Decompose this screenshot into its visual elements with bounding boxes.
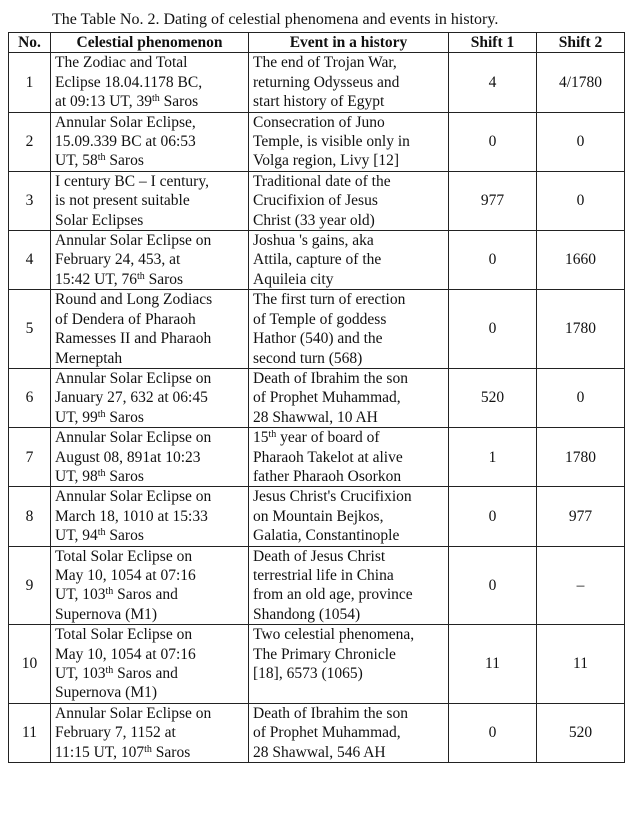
cell-line: Aquileia city	[253, 270, 334, 288]
cell-line: The end of Trojan War,	[253, 54, 397, 72]
cell-no: 3	[9, 171, 51, 230]
cell-no: 10	[9, 625, 51, 704]
cell-line: Annular Solar Eclipse on	[55, 369, 212, 387]
cell-shift2: 4/1780	[537, 53, 625, 112]
cell-shift2: 1780	[537, 290, 625, 369]
cell-line: Annular Solar Eclipse on	[55, 429, 212, 447]
cell-line: March 18, 1010 at 15:33	[55, 507, 208, 525]
cell-line: 15th year of board of	[253, 429, 380, 447]
cell-shift1: 0	[449, 290, 537, 369]
cell-no: 1	[9, 53, 51, 112]
table-row	[9, 546, 625, 625]
cell-shift1: 11	[449, 625, 537, 704]
cell-event	[249, 703, 449, 762]
dating-table	[8, 32, 625, 763]
header-row	[9, 33, 625, 53]
table-row	[9, 53, 625, 112]
cell-phenomenon	[51, 368, 249, 427]
cell-line: returning Odysseus and	[253, 73, 400, 91]
cell-line: terrestrial life in China	[253, 566, 394, 584]
cell-no: 9	[9, 546, 51, 625]
table-body	[9, 53, 625, 763]
cell-event	[249, 171, 449, 230]
cell-event	[249, 625, 449, 704]
cell-no: 2	[9, 112, 51, 171]
cell-shift1: 0	[449, 112, 537, 171]
cell-line: of Temple of goddess	[253, 310, 387, 328]
cell-event	[249, 546, 449, 625]
superscript: th	[97, 152, 106, 164]
cell-line: Jesus Christ's Crucifixion	[253, 488, 412, 506]
cell-shift1: 1	[449, 428, 537, 487]
cell-shift2: 977	[537, 487, 625, 546]
cell-shift2: 0	[537, 368, 625, 427]
cell-phenomenon	[51, 290, 249, 369]
cell-line: of Prophet Muhammad,	[253, 724, 401, 742]
cell-event	[249, 428, 449, 487]
cell-phenomenon	[51, 231, 249, 290]
cell-shift1: 0	[449, 703, 537, 762]
cell-no: 6	[9, 368, 51, 427]
cell-line: Death of Jesus Christ	[253, 547, 386, 565]
cell-line: Two celestial phenomena,	[253, 626, 415, 644]
cell-no: 8	[9, 487, 51, 546]
table-row	[9, 368, 625, 427]
cell-line: 28 Shawwal, 10 AH	[253, 408, 378, 426]
cell-line: of Dendera of Pharaoh	[55, 310, 196, 328]
cell-line: UT, 98th Saros	[55, 467, 144, 485]
cell-phenomenon	[51, 53, 249, 112]
cell-line: Supernova (M1)	[55, 605, 158, 623]
header-shift2: Shift 2	[537, 33, 625, 53]
cell-no: 4	[9, 231, 51, 290]
cell-no: 11	[9, 703, 51, 762]
header-phenomenon: Celestial phenomenon	[51, 33, 249, 53]
cell-line: I century BC – I century,	[55, 172, 209, 190]
cell-line: Total Solar Eclipse on	[55, 547, 193, 565]
superscript: th	[105, 586, 114, 598]
cell-line: Eclipse 18.04.1178 BC,	[55, 73, 203, 91]
cell-line: on Mountain Bejkos,	[253, 507, 384, 525]
table-row	[9, 625, 625, 704]
cell-line: Volga region, Livy [12]	[253, 152, 400, 170]
cell-line: 15:42 UT, 76th Saros	[55, 270, 184, 288]
cell-line: 28 Shawwal, 546 AH	[253, 743, 386, 761]
cell-shift2: 1780	[537, 428, 625, 487]
cell-line: Traditional date of the	[253, 172, 391, 190]
cell-line: UT, 94th Saros	[55, 527, 144, 545]
cell-shift1: 0	[449, 231, 537, 290]
cell-shift1: 977	[449, 171, 537, 230]
cell-event	[249, 487, 449, 546]
cell-line: May 10, 1054 at 07:16	[55, 566, 196, 584]
cell-line: UT, 103th Saros and	[55, 586, 178, 604]
cell-line: February 7, 1152 at	[55, 724, 176, 742]
cell-line: Round and Long Zodiacs	[55, 291, 213, 309]
superscript: th	[152, 93, 160, 105]
cell-line: of Prophet Muhammad,	[253, 389, 401, 407]
cell-line: Supernova (M1)	[55, 684, 158, 702]
table-row	[9, 171, 625, 230]
cell-line: Merneptah	[55, 349, 123, 367]
cell-line: February 24, 453, at	[55, 251, 181, 269]
cell-line: [18], 6573 (1065)	[253, 665, 363, 682]
header-no: No.	[9, 33, 51, 53]
cell-line: Annular Solar Eclipse on	[55, 704, 212, 722]
cell-shift2: 1660	[537, 231, 625, 290]
header-event: Event in a history	[249, 33, 449, 53]
superscript: th	[136, 270, 145, 282]
cell-line: second turn (568)	[253, 349, 363, 367]
cell-line: May 10, 1054 at 07:16	[55, 645, 196, 663]
cell-line: Crucifixion of Jesus	[253, 192, 378, 210]
cell-line: Shandong (1054)	[253, 605, 361, 623]
cell-line: The Zodiac and Total	[55, 54, 188, 72]
superscript: th	[97, 527, 106, 539]
cell-line: Pharaoh Takelot at alive	[253, 448, 403, 466]
cell-line: is not present suitable	[55, 192, 190, 210]
cell-shift1: 520	[449, 368, 537, 427]
superscript: th	[97, 408, 106, 420]
cell-shift2: 0	[537, 171, 625, 230]
cell-line: Galatia, Constantinople	[253, 527, 400, 545]
cell-shift2: 520	[537, 703, 625, 762]
superscript: th	[268, 429, 277, 441]
cell-phenomenon	[51, 428, 249, 487]
cell-shift1: 0	[449, 546, 537, 625]
cell-phenomenon	[51, 112, 249, 171]
table-row	[9, 231, 625, 290]
table-row	[9, 112, 625, 171]
cell-line: UT, 58th Saros	[55, 152, 144, 170]
cell-line: Attila, capture of the	[253, 251, 382, 269]
table-row	[9, 487, 625, 546]
superscript: th	[144, 743, 152, 755]
cell-line: 11:15 UT, 107th Saros	[55, 743, 191, 761]
table-row	[9, 290, 625, 369]
cell-event	[249, 231, 449, 290]
cell-shift1: 0	[449, 487, 537, 546]
cell-event	[249, 368, 449, 427]
cell-line: Annular Solar Eclipse on	[55, 232, 212, 250]
cell-line: start history of Egypt	[253, 93, 385, 111]
cell-no: 7	[9, 428, 51, 487]
cell-no: 5	[9, 290, 51, 369]
cell-line: Total Solar Eclipse on	[55, 626, 193, 644]
cell-shift2: 11	[537, 625, 625, 704]
cell-phenomenon	[51, 625, 249, 704]
cell-line: Joshua 's gains, aka	[253, 232, 374, 250]
cell-shift2: 0	[537, 112, 625, 171]
cell-line: The first turn of erection	[253, 291, 406, 309]
cell-shift2: –	[537, 546, 625, 625]
cell-line: Christ (33 year old)	[253, 211, 375, 229]
superscript: th	[105, 665, 114, 676]
cell-event	[249, 290, 449, 369]
cell-line: father Pharaoh Osorkon	[253, 467, 402, 485]
cell-line: Temple, is visible only in	[253, 133, 410, 151]
cell-line: Annular Solar Eclipse,	[55, 113, 196, 131]
cell-line: UT, 99th Saros	[55, 408, 144, 426]
superscript: th	[97, 467, 106, 479]
cell-phenomenon	[51, 487, 249, 546]
cell-line: August 08, 891at 10:23	[55, 448, 201, 466]
cell-line: Death of Ibrahim the son	[253, 369, 408, 387]
table-caption: The Table No. 2. Dating of celestial phenomena and events in history.	[52, 11, 499, 28]
cell-shift1: 4	[449, 53, 537, 112]
cell-line: The Primary Chronicle	[253, 645, 396, 663]
cell-line: 15.09.339 BC at 06:53	[55, 133, 196, 151]
table-row	[9, 428, 625, 487]
cell-line: from an old age, province	[253, 586, 413, 604]
cell-line: Annular Solar Eclipse on	[55, 488, 212, 506]
cell-line: at 09:13 UT, 39th Saros	[55, 93, 199, 111]
cell-phenomenon	[51, 703, 249, 762]
cell-line: Hathor (540) and the	[253, 330, 383, 348]
cell-line: Ramesses II and Pharaoh	[55, 330, 212, 348]
cell-phenomenon	[51, 546, 249, 625]
cell-line: Solar Eclipses	[55, 211, 144, 229]
cell-line: UT, 103th Saros and	[55, 665, 178, 682]
cell-line: Death of Ibrahim the son	[253, 704, 408, 722]
table-row	[9, 703, 625, 762]
cell-event	[249, 53, 449, 112]
header-shift1: Shift 1	[449, 33, 537, 53]
cell-phenomenon	[51, 171, 249, 230]
cell-line: Consecration of Juno	[253, 113, 385, 131]
cell-line: January 27, 632 at 06:45	[55, 389, 208, 407]
cell-event	[249, 112, 449, 171]
